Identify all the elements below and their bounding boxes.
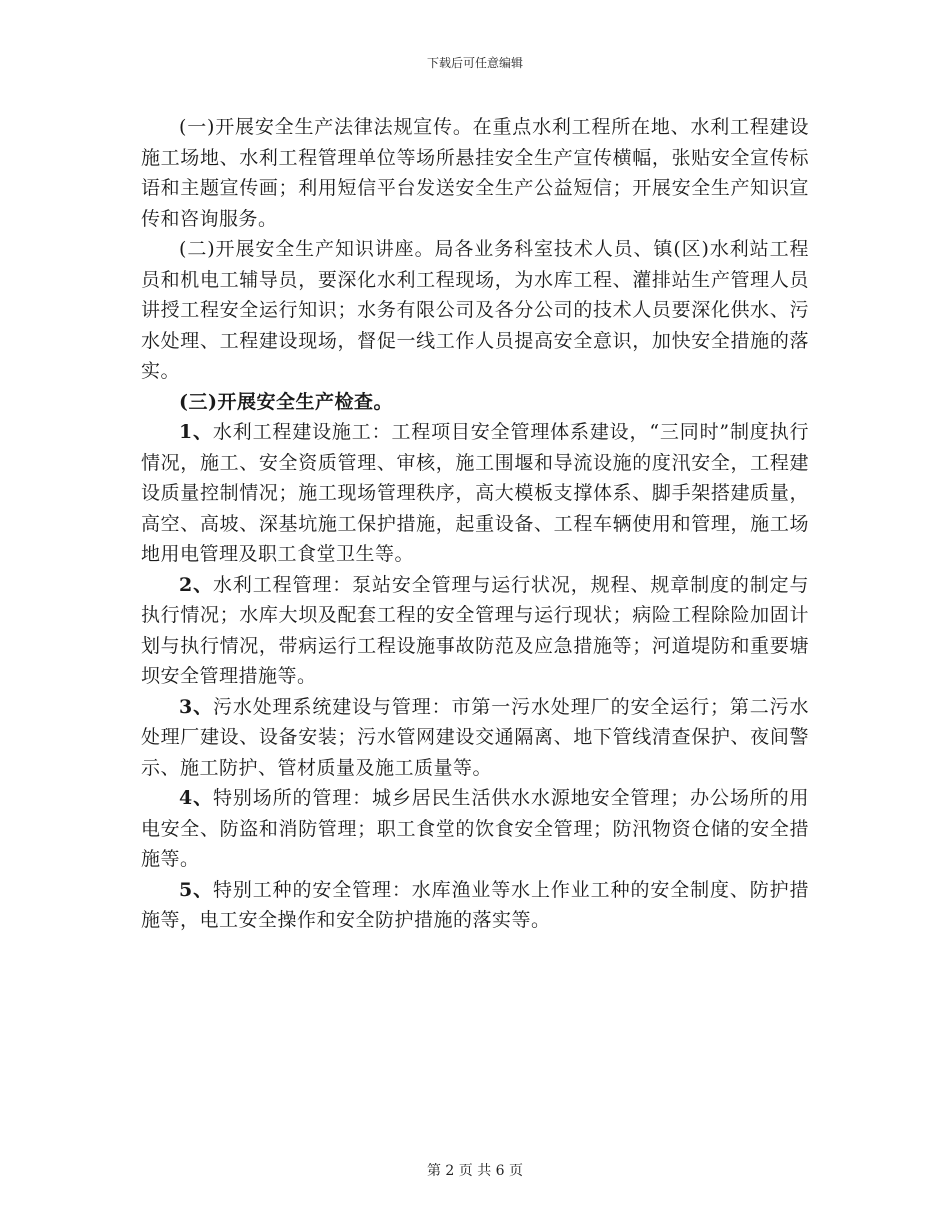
item-text: 特别工种的安全管理：水库渔业等水上作业工种的安全制度、防护措施等，电工安全操作和安全防护措施的落实等。 [141,878,809,931]
section-heading-inspection: (三)开展安全生产检查。 [179,390,393,413]
list-item [141,875,809,936]
list-item [141,692,809,784]
item-number: 1、 [179,421,213,443]
item-number: 4、 [179,787,213,809]
list-item [141,417,809,570]
paragraph-lectures: (二)开展安全生产知识讲座。局各业务科室技术人员、镇(区)水利站工程员和机电工辅导员，要深化水利工程现场，为水库工程、灌排站生产管理人员讲授工程安全运行知识；水务有限公司及各分公司的技术人员要深化供水、污水处理、工程建设现场，督促一线工作人员提高安全意识，加快安全措施的落实。 [141,238,809,382]
item-number: 3、 [179,695,213,718]
page-footer: 第 2 页 共 6 页 [426,1163,524,1179]
item-text: 特别场所的管理：城乡居民生活供水水源地安全管理；办公场所的用电安全、防盗和消防管理；职工食堂的饮食安全管理；防汛物资仓储的安全措施等。 [141,787,809,870]
list-item [141,570,809,692]
page-header: 下载后可任意编辑 [426,56,523,70]
item-text: 水利工程管理：泵站安全管理与运行状况，规程、规章制度的制定与执行情况；水库大坝及配套工程的安全管理与运行现状；病险工程除险加固计划与执行情况，带病运行工程设施事故防范及应急措施等；河道堤防和重要塘坝安全管理措施等。 [141,573,809,687]
item-number: 2、 [179,573,213,596]
paragraph-publicity: (一)开展安全生产法律法规宣传。在重点水利工程所在地、水利工程建设施工场地、水利工程管理单位等场所悬挂安全生产宣传横幅，张贴安全宣传标语和主题宣传画；利用短信平台发送安全生产公益短信；开展安全生产知识宣传和咨询服务。 [141,116,809,230]
item-text: 水利工程建设施工：工程项目安全管理体系建设，“三同时”制度执行情况，施工、安全资质管理、审核，施工围堰和导流设施的度汛安全，工程建设质量控制情况；施工现场管理秩序，高大模板支撑体系、脚手架搭建质量，高空、高坡、深基坑施工保护措施，起重设备、工程车辆使用和管理，施工场地用电管理及职工食堂卫生等。 [141,421,809,565]
document-body [141,112,809,936]
list-item [141,783,809,875]
item-number: 5、 [179,878,213,901]
item-text: 污水处理系统建设与管理：市第一污水处理厂的安全运行；第二污水处理厂建设、设备安装；污水管网建设交通隔离、地下管线清查保护、夜间警示、施工防护、管材质量及施工质量等。 [141,695,809,779]
